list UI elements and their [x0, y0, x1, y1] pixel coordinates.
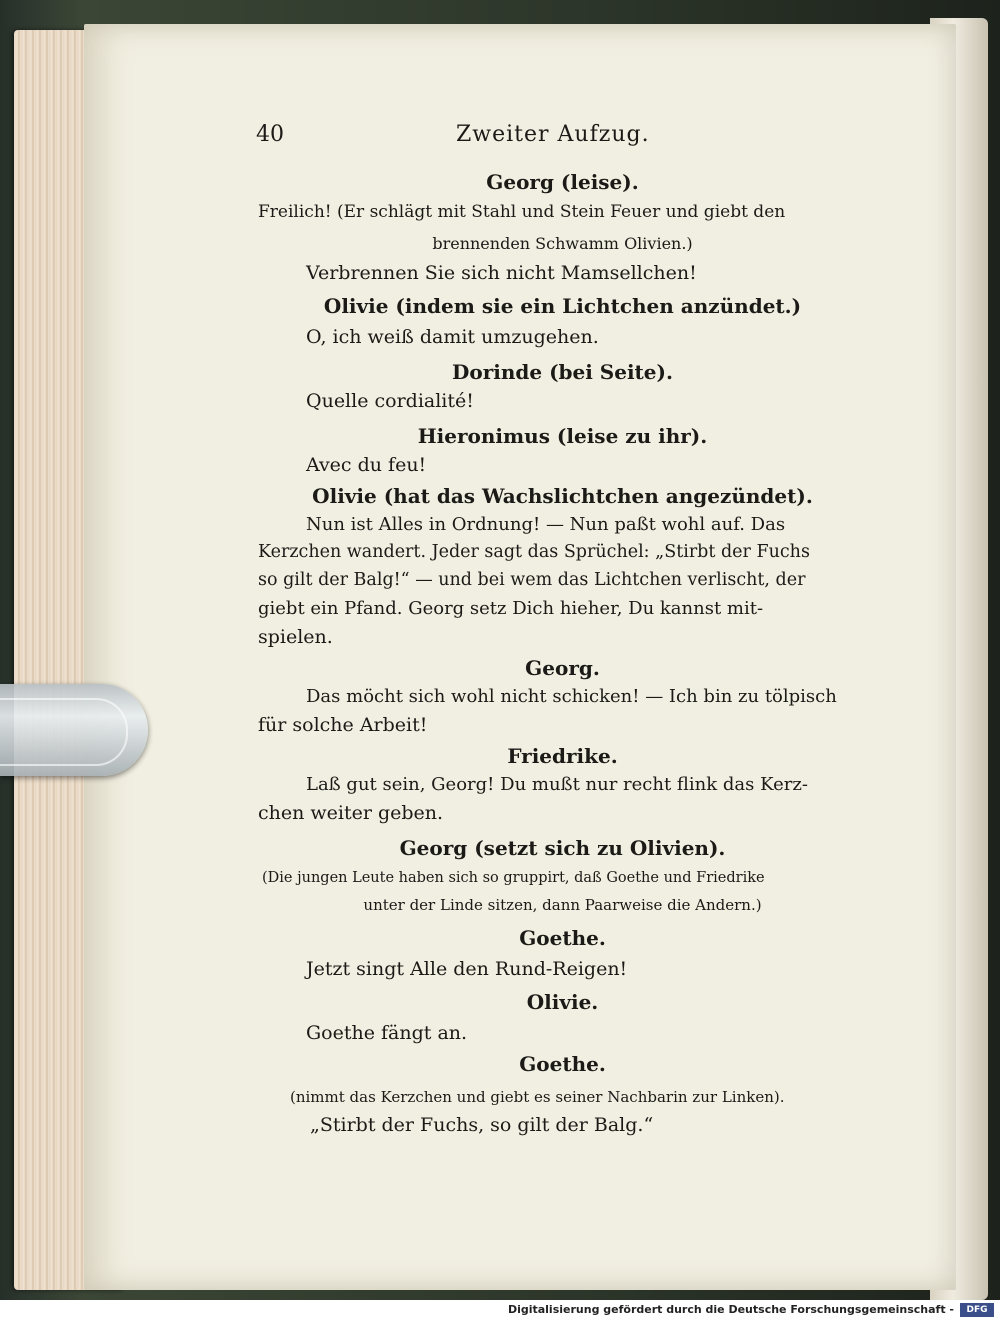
text-line: O, ich weiß damit umzugehen.: [306, 326, 599, 348]
text-line: Nun ist Alles in Ordnung! — Nun paßt wohl auf. Das: [306, 514, 786, 535]
text-line: Avec du feu!: [306, 454, 427, 476]
speaker-goethe: Goethe.: [519, 926, 606, 950]
footer-bar: [0, 1300, 1000, 1321]
speaker-hieronimus: Hieronimus (leise zu ihr).: [417, 424, 708, 448]
speaker-georg: Georg.: [525, 656, 600, 680]
speaker-dorinde: Dorinde (bei Seite).: [452, 360, 673, 384]
stage-direction: unter der Linde sitzen, dann Paarweise die Andern.): [363, 896, 762, 914]
text-line: Jetzt singt Alle den Rund-Reigen!: [306, 958, 628, 980]
text-line: Laß gut sein, Georg! Du mußt nur recht flink das Kerz-: [306, 774, 808, 795]
speaker-georg: Georg (leise).: [486, 170, 639, 194]
footer-credit: Digitalisierung gefördert durch die Deutsche Forschungsgemeinschaft -: [507, 1303, 954, 1316]
speaker-georg: Georg (setzt sich zu Olivien).: [399, 836, 726, 860]
text-line: Goethe fängt an.: [306, 1022, 468, 1044]
speaker-friedrike: Friedrike.: [507, 744, 618, 768]
speaker-olivie: Olivie (hat das Wachslichtchen angezündet).: [312, 484, 813, 508]
text-line: Verbrennen Sie sich nicht Mamsellchen!: [306, 262, 697, 284]
page-clip-highlight: [0, 698, 128, 766]
text-line: giebt ein Pfand. Georg setz Dich hieher, Du kannst mit-: [258, 598, 764, 619]
text-line: für solche Arbeit!: [258, 714, 428, 736]
text-line: chen weiter geben.: [258, 802, 444, 824]
text-line: „Stirbt der Fuchs, so gilt der Balg.“: [310, 1114, 654, 1136]
dfg-logo: DFG: [960, 1303, 994, 1317]
speaker-olivie: Olivie (indem sie ein Lichtchen anzündet.): [323, 294, 802, 318]
page-number: 40: [256, 122, 284, 147]
text-line: Freilich! (Er schlägt mit Stahl und Stein Feuer und giebt den: [258, 202, 786, 222]
text-line: Das möcht sich wohl nicht schicken! — Ich bin zu tölpisch: [306, 686, 837, 707]
running-head: Zweiter Aufzug.: [456, 122, 650, 147]
speaker-goethe: Goethe.: [519, 1052, 606, 1076]
text-line: spielen.: [258, 626, 333, 648]
stage-direction: brennenden Schwamm Olivien.): [432, 234, 693, 253]
stage-direction: (Die jungen Leute haben sich so gruppirt, daß Goethe und Friedrike: [262, 870, 765, 886]
text-line: Kerzchen wandert. Jeder sagt das Sprüchel: „Stirbt der Fuchs: [258, 542, 810, 562]
speaker-olivie: Olivie.: [526, 990, 599, 1014]
stage-direction: (nimmt das Kerzchen und giebt es seiner Nachbarin zur Linken).: [290, 1088, 785, 1106]
text-line: so gilt der Balg!“ — und bei wem das Lichtchen verlischt, der: [258, 570, 806, 590]
text-line: Quelle cordialité!: [306, 390, 474, 412]
